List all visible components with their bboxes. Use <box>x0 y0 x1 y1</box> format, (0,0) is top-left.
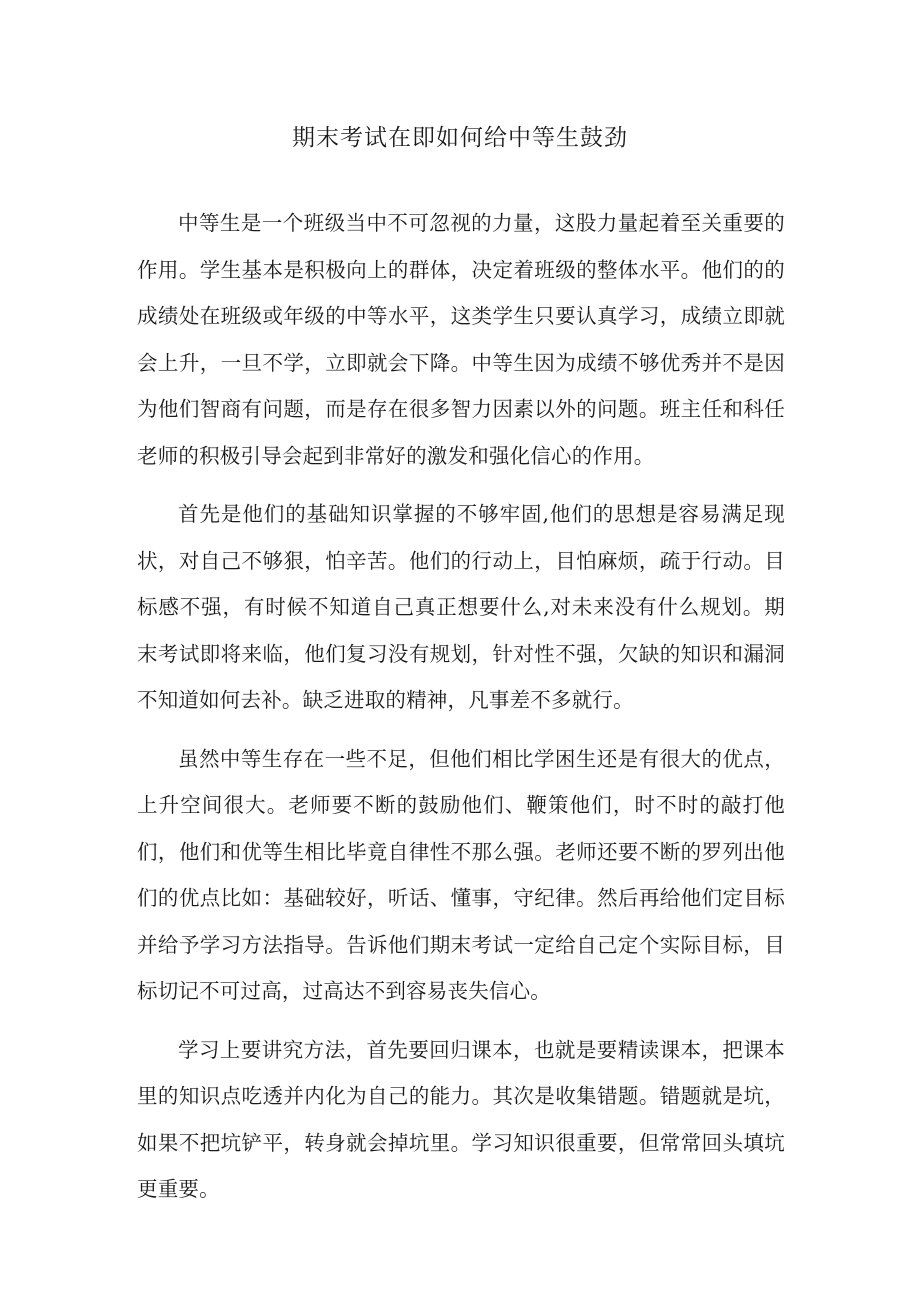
paragraph: 首先是他们的基础知识掌握的不够牢固,他们的思想是容易满足现状，对自己不够狠，怕辛苦。他们的行动上，目怕麻烦，疏于行动。目标感不强，有时候不知道自己真正想要什么,对未来没有什么规划。期末考试即将来临，他们复习没有规划，针对性不强，欠缺的知识和漏洞不知道如何去补。缺乏进取的精神，凡事差不多就行。 <box>137 502 785 712</box>
paragraph: 中等生是一个班级当中不可忽视的力量，这股力量起着至关重要的作用。学生基本是积极向上的群体，决定着班级的整体水平。他们的的成绩处在班级或年级的中等水平，这类学生只要认真学习，成绩立即就会上升，一旦不学，立即就会下降。中等生因为成绩不够优秀并不是因为他们智商有问题，而是存在很多智力因素以外的问题。班主任和科任老师的积极引导会起到非常好的激发和强化信心的作用。 <box>137 211 785 468</box>
document-body <box>137 200 785 1225</box>
document-title: 期末考试在即如何给中等生鼓劲 <box>292 125 628 151</box>
paragraph: 学习上要讲究方法，首先要回归课本，也就是要精读课本，把课本里的知识点吃透并内化为自己的能力。其次是收集错题。错题就是坑，如果不把坑铲平，转身就会掉坑里。学习知识很重要，但常常回头填坑更重要。 <box>137 1037 785 1201</box>
paragraph: 虽然中等生存在一些不足，但他们相比学困生还是有很大的优点，上升空间很大。老师要不断的鼓励他们、鞭策他们，时不时的敲打他们，他们和优等生相比毕竟自律性不那么强。老师还要不断的罗列出他们的优点比如：基础较好，听话、懂事，守纪律。然后再给他们定目标并给予学习方法指导。告诉他们期末考试一定给自己定个实际目标，目标切记不可过高，过高达不到容易丧失信心。 <box>137 746 785 1003</box>
